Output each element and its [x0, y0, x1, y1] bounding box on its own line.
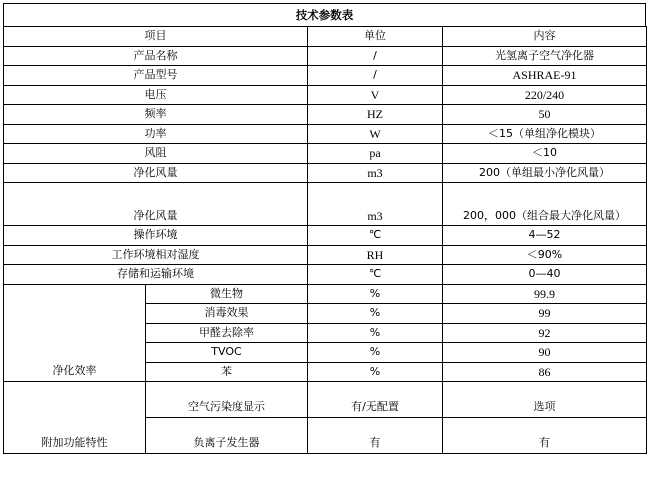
efficiency-row	[4, 284, 647, 304]
row-unit: pa	[308, 144, 443, 164]
row-item: 存储和运输环境	[4, 265, 308, 285]
row-unit: W	[308, 124, 443, 144]
efficiency-unit: %	[308, 284, 443, 304]
row-item: 风阻	[4, 144, 308, 164]
efficiency-value: 86	[443, 362, 647, 382]
table-title: 技术参数表	[3, 3, 646, 26]
efficiency-unit: %	[308, 323, 443, 343]
table-row	[4, 183, 647, 226]
row-unit: /	[308, 66, 443, 86]
row-unit: ℃	[308, 265, 443, 285]
efficiency-value: 99	[443, 304, 647, 324]
features-label: 附加功能特性	[4, 382, 146, 454]
row-item: 工作环境相对湿度	[4, 245, 308, 265]
efficiency-sub: 微生物	[146, 284, 308, 304]
table-row	[4, 144, 647, 164]
row-item: 净化风量	[4, 183, 308, 226]
row-content: ＜10	[443, 144, 647, 164]
row-content: 光氢离子空气净化器	[443, 46, 647, 66]
header-item: 项目	[4, 27, 308, 47]
efficiency-unit: %	[308, 343, 443, 363]
table-row	[4, 226, 647, 246]
table-row	[4, 46, 647, 66]
efficiency-sub: 消毒效果	[146, 304, 308, 324]
row-item: 净化风量	[4, 163, 308, 183]
header-row	[4, 27, 647, 47]
feature-unit: 有/无配置	[308, 382, 443, 418]
feature-value: 有	[443, 418, 647, 454]
efficiency-sub: TVOC	[146, 343, 308, 363]
table-row	[4, 265, 647, 285]
row-content: ＜15（单组净化模块）	[443, 124, 647, 144]
efficiency-unit: %	[308, 304, 443, 324]
row-content: 200（单组最小净化风量）	[443, 163, 647, 183]
row-unit: HZ	[308, 105, 443, 125]
efficiency-value: 99.9	[443, 284, 647, 304]
row-unit: m3	[308, 163, 443, 183]
row-content: 0—40	[443, 265, 647, 285]
efficiency-unit: %	[308, 362, 443, 382]
row-content: 220/240	[443, 85, 647, 105]
table-row	[4, 85, 647, 105]
row-unit: m3	[308, 183, 443, 226]
table-row	[4, 124, 647, 144]
feature-sub: 空气污染度显示	[146, 382, 308, 418]
feature-value: 选项	[443, 382, 647, 418]
row-item: 产品型号	[4, 66, 308, 86]
row-unit: ℃	[308, 226, 443, 246]
row-item: 功率	[4, 124, 308, 144]
feature-unit: 有	[308, 418, 443, 454]
spec-sheet	[3, 3, 647, 475]
header-unit: 单位	[308, 27, 443, 47]
spec-table	[3, 26, 647, 454]
row-unit: V	[308, 85, 443, 105]
efficiency-value: 90	[443, 343, 647, 363]
table-row	[4, 105, 647, 125]
row-unit: /	[308, 46, 443, 66]
row-item: 电压	[4, 85, 308, 105]
table-row	[4, 66, 647, 86]
efficiency-sub: 甲醛去除率	[146, 323, 308, 343]
row-item: 操作环境	[4, 226, 308, 246]
efficiency-value: 92	[443, 323, 647, 343]
row-content: ＜90%	[443, 245, 647, 265]
feature-sub: 负离子发生器	[146, 418, 308, 454]
table-row	[4, 245, 647, 265]
row-content: 200，000（组合最大净化风量）	[443, 183, 647, 226]
efficiency-label: 净化效率	[4, 284, 146, 382]
row-content: ASHRAE-91	[443, 66, 647, 86]
header-content: 内容	[443, 27, 647, 47]
row-content: 50	[443, 105, 647, 125]
row-item: 产品名称	[4, 46, 308, 66]
table-row	[4, 163, 647, 183]
efficiency-sub: 苯	[146, 362, 308, 382]
feature-row	[4, 382, 647, 418]
row-unit: RH	[308, 245, 443, 265]
row-content: 4—52	[443, 226, 647, 246]
row-item: 频率	[4, 105, 308, 125]
